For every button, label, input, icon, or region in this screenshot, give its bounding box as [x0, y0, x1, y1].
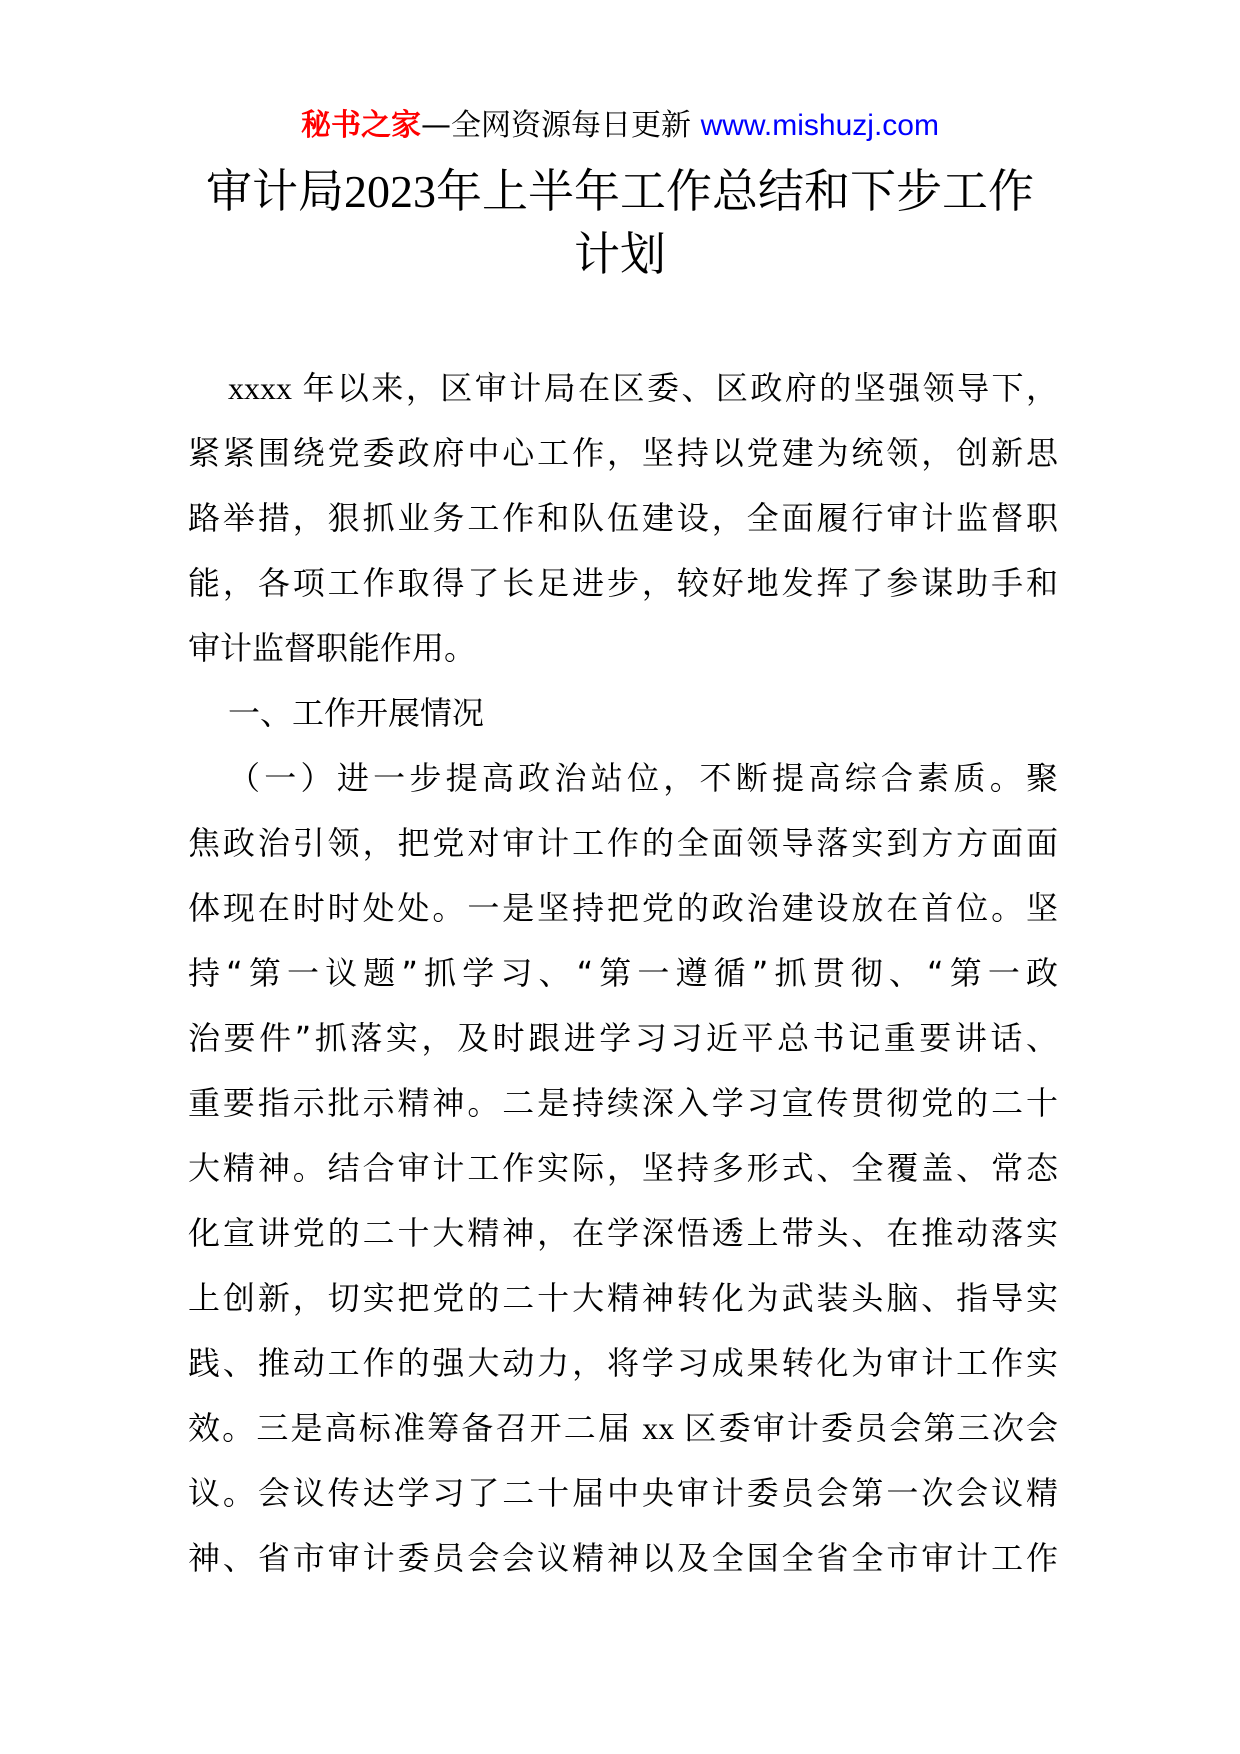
body-line [188, 1071, 1058, 1136]
body-line [188, 681, 1058, 746]
body-line [188, 356, 1058, 421]
body-line-text: 区委审计委员会第三次会 [684, 1409, 1058, 1447]
title-year: 2023 [344, 166, 436, 217]
body-line [188, 1006, 1058, 1071]
body-line [188, 616, 1058, 681]
body-line [188, 1331, 1058, 1396]
body-line [188, 486, 1058, 551]
title-line-2: 计划 [574, 227, 666, 281]
body-line [188, 941, 1058, 1006]
body-line [188, 811, 1058, 876]
site-url-link[interactable]: www.mishuzj.com [700, 109, 939, 142]
body-line-text: 焦政治引领，把党对审计工作的全面领导落实到方方面面 [188, 824, 1058, 862]
body-line [188, 876, 1058, 941]
body-line-text: 践、推动工作的强大动力，将学习成果转化为审计工作实 [188, 1344, 1058, 1382]
body-line [188, 421, 1058, 486]
body-line-text: 重要指示批示精神。二是持续深入学习宣传贯彻党的二十 [188, 1084, 1058, 1122]
body-line-text: 路举措，狠抓业务工作和队伍建设，全面履行审计监督职 [188, 499, 1058, 537]
brand-name: 秘书之家 [301, 108, 422, 143]
title-line-1 [160, 160, 1080, 223]
title-suffix: 年上半年工作总结和下步工作 [436, 164, 1034, 218]
body-line [188, 1201, 1058, 1266]
body-line-text: 治要件”抓落实，及时跟进学习习近平总书记重要讲话、 [188, 1019, 1058, 1057]
body-line [188, 1461, 1058, 1526]
body-line-text: 紧紧围绕党委政府中心工作，坚持以党建为统领，创新思 [188, 434, 1058, 472]
body-line-text: 上创新，切实把党的二十大精神转化为武装头脑、指导实 [188, 1279, 1058, 1317]
body-line [188, 746, 1058, 811]
body-line-text: 体现在时时处处。一是坚持把党的政治建设放在首位。坚 [188, 889, 1058, 927]
title-prefix: 审计局 [206, 164, 344, 218]
body-line-text: （一）进一步提高政治站位，不断提高综合素质。聚 [228, 759, 1058, 797]
document-title [160, 160, 1080, 285]
header-tagline: —全网资源每日更新 [421, 108, 701, 143]
body-line [188, 1266, 1058, 1331]
body-line-text: 能，各项工作取得了长足进步，较好地发挥了参谋助手和 [188, 564, 1058, 602]
body-line-text: 议。会议传达学习了二十届中央审计委员会第一次会议精 [188, 1474, 1058, 1512]
body-line-text: 一、工作开展情况 [228, 694, 485, 732]
body-line [188, 1396, 1058, 1461]
body-line-text: 年以来，区审计局在区委、区政府的坚强领导下， [302, 369, 1059, 407]
body-line-text: 审计监督职能作用。 [188, 629, 477, 667]
site-header [0, 104, 1240, 148]
body-line-lead: xxxx [228, 370, 303, 406]
body-line-text: 持“第一议题”抓学习、“第一遵循”抓贯彻、“第一政 [188, 954, 1058, 992]
body-line-text: 大精神。结合审计工作实际，坚持多形式、全覆盖、常态 [188, 1149, 1058, 1187]
body-line [188, 1526, 1058, 1591]
body-line-prefix: 效。三是高标准筹备召开二届 [188, 1409, 633, 1447]
body-line-text: 化宣讲党的二十大精神，在学深悟透上带头、在推动落实 [188, 1214, 1058, 1252]
document-body [188, 356, 1058, 1591]
body-line [188, 551, 1058, 616]
body-line-text: 神、省市审计委员会会议精神以及全国全省全市审计工作 [188, 1539, 1058, 1577]
body-line [188, 1136, 1058, 1201]
body-line-mid: xx [632, 1410, 685, 1446]
